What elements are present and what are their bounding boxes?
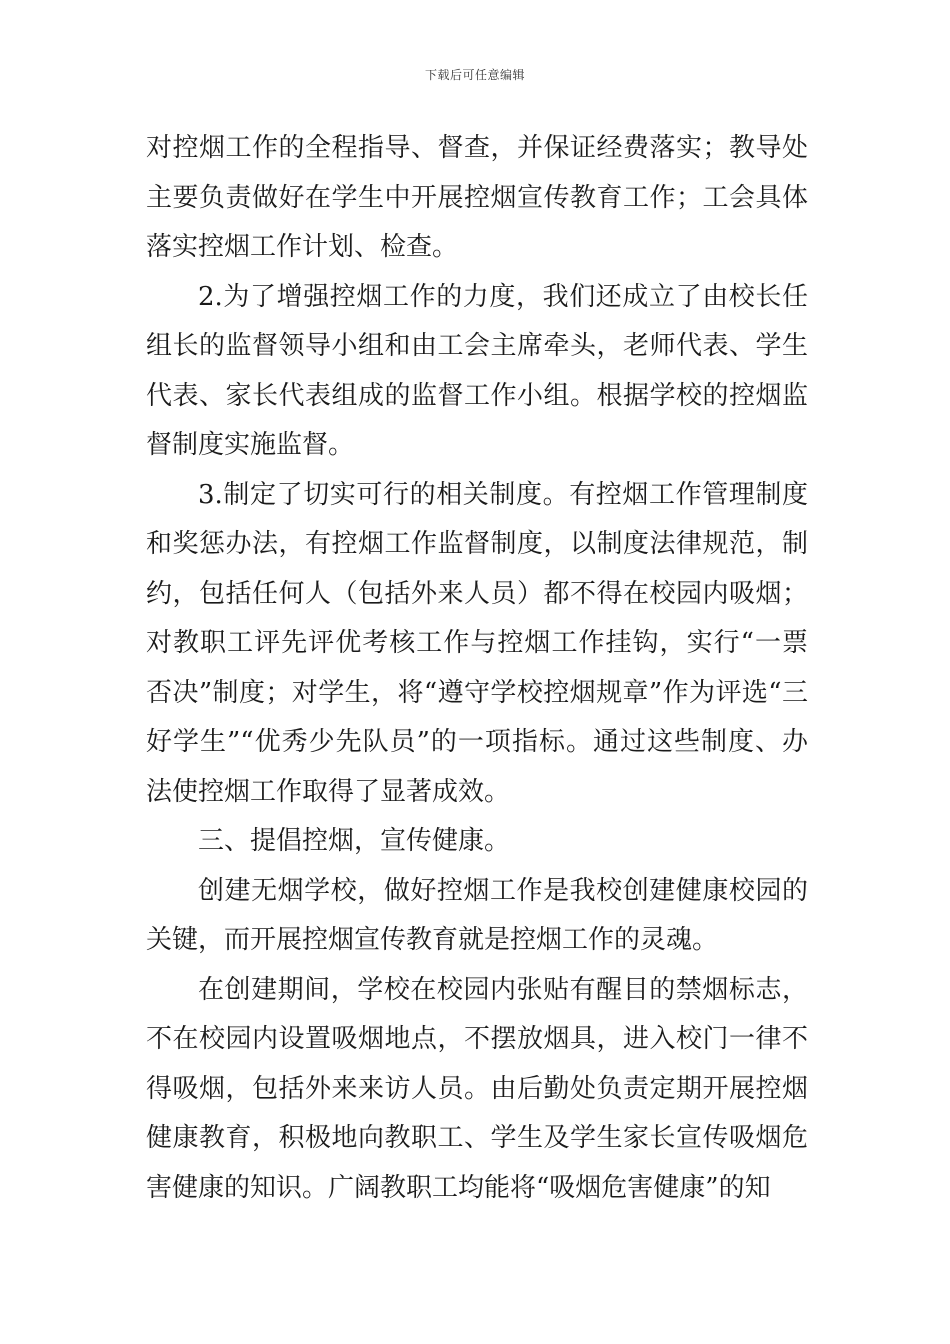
page-header: 下载后可任意编辑 — [424, 68, 525, 82]
paragraph-5: 在创建期间，学校在校园内张贴有醒目的禁烟标志，不在校园内设置吸烟地点，不摆放烟具，进入校门一律不得吸烟，包括外来来访人员。由后勤处负责定期开展控烟健康教育，积极地向教职工、学生及学生家长宣传吸烟危害健康的知识。广阔教职工均能将“吸烟危害健康”的知 — [146, 974, 808, 1203]
paragraph-1: 对控烟工作的全程指导、督查，并保证经费落实；教导处主要负责做好在学生中开展控烟宣传教育工作；工会具体落实控烟工作计划、检查。 — [146, 133, 808, 262]
section-heading: 三、提倡控烟，宣传健康。 — [198, 826, 511, 856]
paragraph-4: 创建无烟学校，做好控烟工作是我校创建健康校园的关键，而开展控烟宣传教育就是控烟工作的灵魂。 — [146, 875, 808, 955]
paragraph-2: 2.为了增强控烟工作的力度，我们还成立了由校长任组长的监督领导小组和由工会主席牵头，老师代表、学生代表、家长代表组成的监督工作小组。根据学校的控烟监督制度实施监督。 — [146, 281, 808, 460]
document-body — [146, 124, 808, 1213]
paragraph-3: 3.制定了切实可行的相关制度。有控烟工作管理制度和奖惩办法，有控烟工作监督制度，以制度法律规范，制约，包括任何人（包括外来人员）都不得在校园内吸烟；对教职工评先评优考核工作与控烟工作挂钩，实行“一票否决”制度；对学生，将“遵守学校控烟规章”作为评选“三好学生”“优秀少先队员”的一项指标。通过这些制度、办法使控烟工作取得了显著成效。 — [146, 479, 808, 807]
